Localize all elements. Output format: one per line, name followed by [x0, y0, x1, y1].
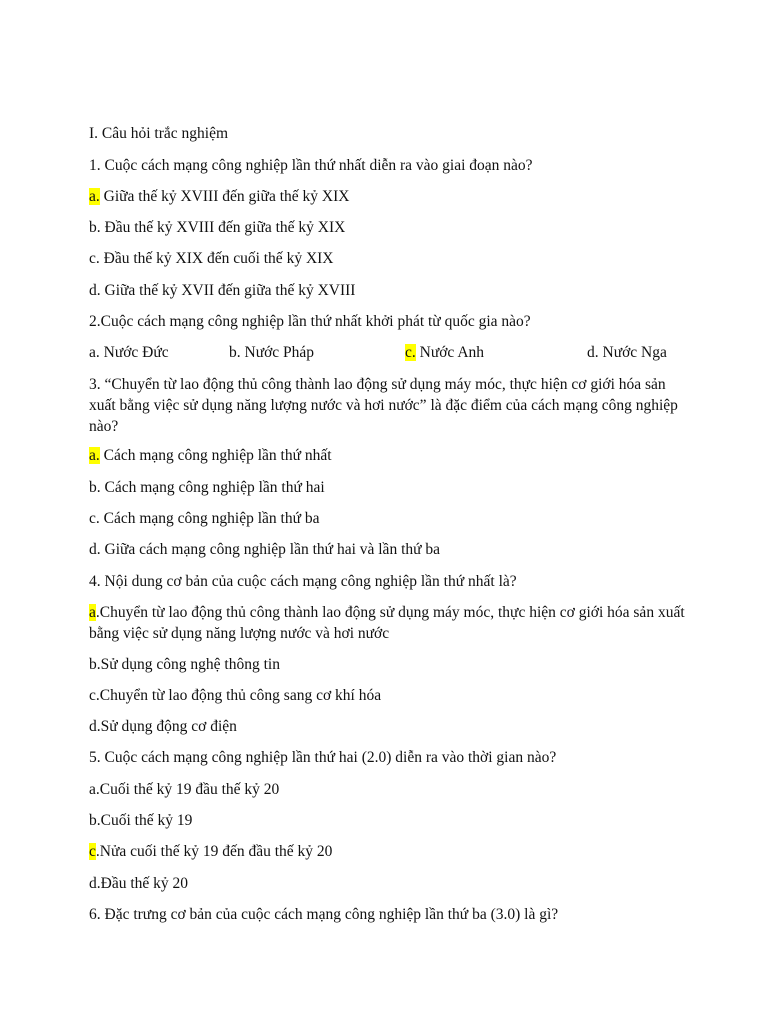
q5-option-c [89, 842, 332, 862]
q4-option-c: c.Chuyển từ lao động thủ công sang cơ khí hóa [89, 687, 382, 704]
option-text: .Nửa cuối thế kỷ 19 đến đầu thế kỷ 20 [95, 843, 333, 860]
q4-option-b: b.Sử dụng công nghệ thông tin [89, 656, 280, 673]
q2-option-b: b. Nước Pháp [229, 344, 315, 361]
answer-highlight: c [89, 843, 96, 860]
q2-option-c [405, 343, 484, 363]
q4-option-d: d.Sử dụng động cơ điện [89, 718, 237, 735]
answer-highlight: a. [89, 447, 100, 464]
q3-option-a [89, 446, 332, 466]
q5-option-d: d.Đầu thế kỷ 20 [89, 875, 189, 892]
q1-option-c: c. Đầu thế kỷ XIX đến cuối thế kỷ XIX [89, 250, 334, 267]
q3-option-c: c. Cách mạng công nghiệp lần thứ ba [89, 510, 320, 527]
q2-option-a: a. Nước Đức [89, 344, 169, 361]
q5-option-a: a.Cuối thế kỷ 19 đầu thế kỷ 20 [89, 781, 280, 798]
q1-option-a [89, 187, 349, 207]
answer-highlight: a. [89, 188, 100, 205]
q1-option-b: b. Đầu thế kỷ XVIII đến giữa thế kỷ XIX [89, 219, 346, 236]
answer-highlight: c. [405, 344, 416, 361]
option-text: Cách mạng công nghiệp lần thứ nhất [99, 447, 332, 464]
q2-option-d: d. Nước Nga [587, 344, 667, 361]
q3-option-b: b. Cách mạng công nghiệp lần thứ hai [89, 479, 325, 496]
q1-option-d: d. Giữa thế kỷ XVII đến giữa thế kỷ XVIII [89, 282, 356, 299]
question-6: 6. Đặc trưng cơ bản của cuộc cách mạng công nghiệp lần thứ ba (3.0) là gì? [89, 906, 559, 923]
option-text: .Chuyển từ lao động thủ công thành lao động sử dụng máy móc, thực hiện cơ giới hóa sản xuất bằng việc sử dụng năng lượng nước và hơi nước [89, 604, 685, 642]
question-2: 2.Cuộc cách mạng công nghiệp lần thứ nhất khởi phát từ quốc gia nào? [89, 313, 531, 330]
option-text: Giữa thế kỷ XVIII đến giữa thế kỷ XIX [99, 188, 350, 205]
q3-option-d: d. Giữa cách mạng công nghiệp lần thứ hai và lần thứ ba [89, 541, 441, 558]
section-title: I. Câu hỏi trắc nghiệm [89, 125, 229, 142]
question-5: 5. Cuộc cách mạng công nghiệp lần thứ hai (2.0) diễn ra vào thời gian nào? [89, 749, 557, 766]
option-text: Nước Anh [415, 344, 485, 361]
answer-highlight: a [89, 604, 96, 621]
question-3: 3. “Chuyển từ lao động thủ công thành lao động sử dụng máy móc, thực hiện cơ giới hóa sản xuất bằng việc sử dụng năng lượng nước và hơi nước” là đặc điểm của cách mạng công nghiệp nào? [89, 376, 678, 435]
question-1: 1. Cuộc cách mạng công nghiệp lần thứ nhất diễn ra vào giai đoạn nào? [89, 157, 533, 174]
q4-option-a [89, 602, 689, 644]
q5-option-b: b.Cuối thế kỷ 19 [89, 812, 193, 829]
question-4: 4. Nội dung cơ bản của cuộc cách mạng công nghiệp lần thứ nhất là? [89, 573, 517, 590]
